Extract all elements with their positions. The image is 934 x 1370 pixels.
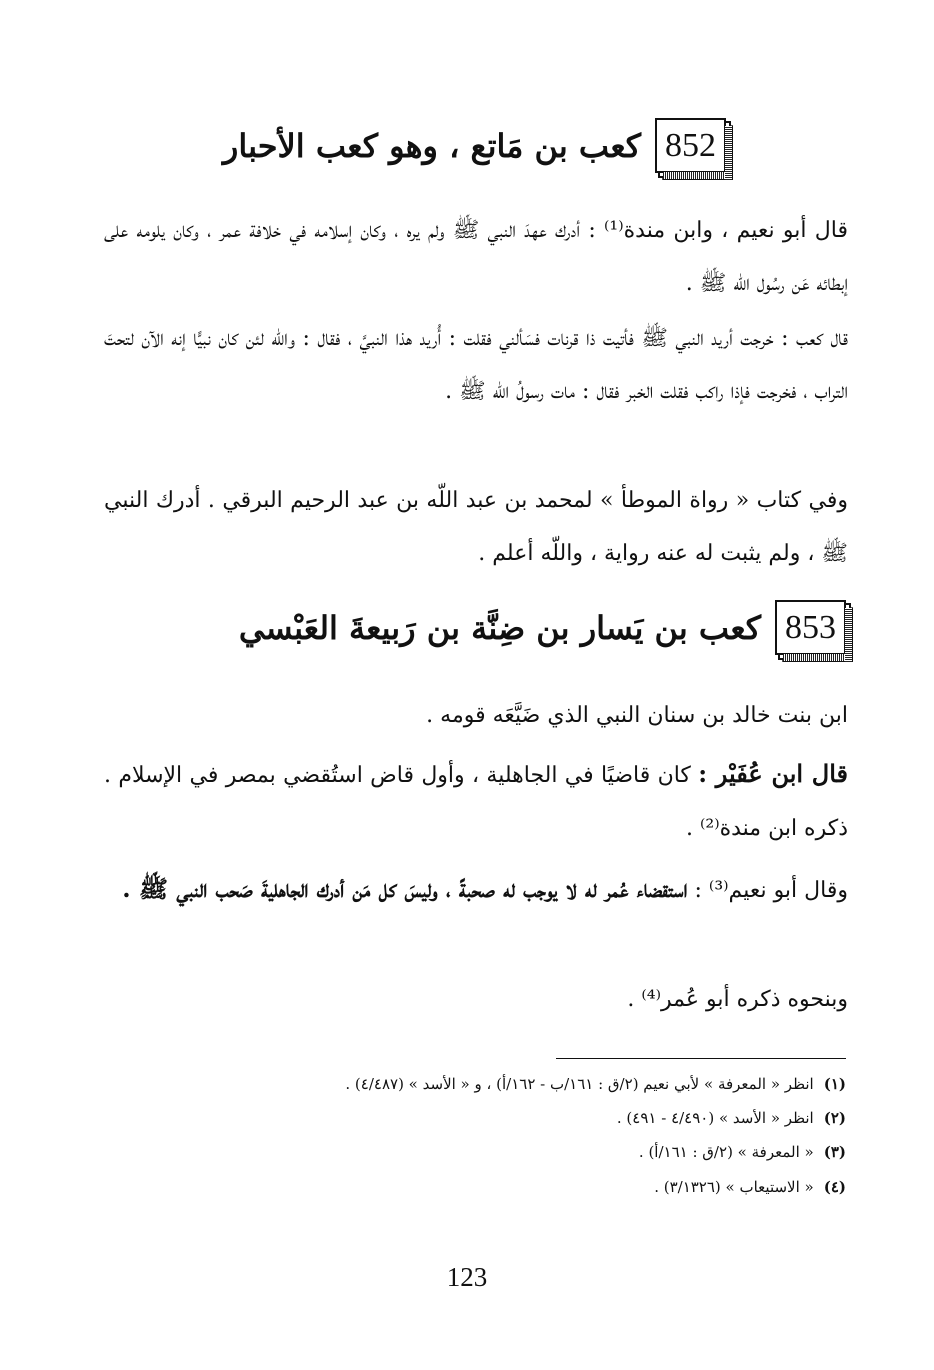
paragraph	[104, 862, 848, 917]
footnote-text: انظر « الأسد » (٤/٤٩٠ - ٤٩١) .	[616, 1109, 814, 1127]
paragraph: ابن بنت خالد بن سنان النبي الذي ضَيَّعَه قومه .	[426, 703, 848, 728]
paragraph-text: كان قاضيًا في الجاهلية ، وأول قاض استُقضي بمصر في الإسلام . ذكره ابن مندة⁽²⁾ .	[104, 763, 848, 841]
bold-phrase: استقضاء عُمر له لا يوجب له صحبةً ، وليسَ كل مَن أدرك الجاهليةَ صَحب النبي ﷺ .	[122, 874, 688, 903]
paragraph	[104, 747, 848, 855]
page-number: 123	[446, 1262, 488, 1292]
paragraph: قال كعب : خرجت أريد النبي ﷺ فأتيت ذا قرنات فسَألني فقلت : أُريد هذا النبيَّ ، فقال : واللّه لئن كان نبيًّا إنه الآن لتحتَ التراب ، فخرجت فإذا راكب فقلت الخبر فقال : مات رسولُ اللّه ﷺ .	[104, 326, 848, 404]
entry-title: كعب بن مَاتع ، وهو كعب الأحبار	[222, 126, 641, 165]
footnote-mark: (٣)	[823, 1143, 846, 1161]
footnote-text: انظر « المعرفة » لأبي نعيم (٢/ق : ١٦١/ب - ١٦٢/أ) ، و « الأسد » (٤/٤٨٧) .	[345, 1075, 814, 1093]
footnote-text: « الاستيعاب » (٣/١٣٢٦) .	[654, 1178, 814, 1196]
footnote	[345, 1074, 846, 1094]
footnote-divider	[556, 1058, 846, 1059]
paragraph-text: وقال أبو نعيم⁽³⁾ :	[687, 878, 848, 903]
entry-heading-852	[223, 118, 726, 173]
footnote	[617, 1108, 846, 1128]
bold-phrase: قال ابن عُفَيْر :	[698, 759, 848, 788]
entry-number-box: 852	[655, 118, 726, 173]
paragraph: قال أبو نعيم ، وابن مندة⁽¹⁾ : أدرك عهدَ النبي ﷺ ولم يره ، وكان إسلامه في خلافة عمر ، وكان يلومه على إبطائه عَن رسُول اللّه ﷺ .	[104, 218, 848, 296]
footnote-mark: (٤)	[823, 1178, 846, 1196]
entry-title: كعب بن يَسار بن ضِنَّة بن رَبيعةَ العَبْسي	[238, 608, 761, 647]
footnote-text: « المعرفة » (٢/ق : ١٦١/أ) .	[638, 1143, 814, 1161]
footnote	[654, 1177, 846, 1197]
entry-number-box: 853	[775, 600, 846, 655]
paragraph: وبنحوه ذكره أبو عُمر⁽⁴⁾ .	[627, 987, 848, 1012]
footnote	[639, 1142, 846, 1162]
footnote-mark: (١)	[823, 1075, 846, 1093]
paragraph: وفي كتاب « رواة الموطأ » لمحمد بن عبد اللّه بن عبد الرحيم البرقي . أدرك النبي ﷺ ، ولم يثبت له عنه رواية ، واللّه أعلم .	[104, 488, 848, 566]
footnote-mark: (٢)	[823, 1109, 846, 1127]
entry-heading-853	[239, 600, 846, 655]
